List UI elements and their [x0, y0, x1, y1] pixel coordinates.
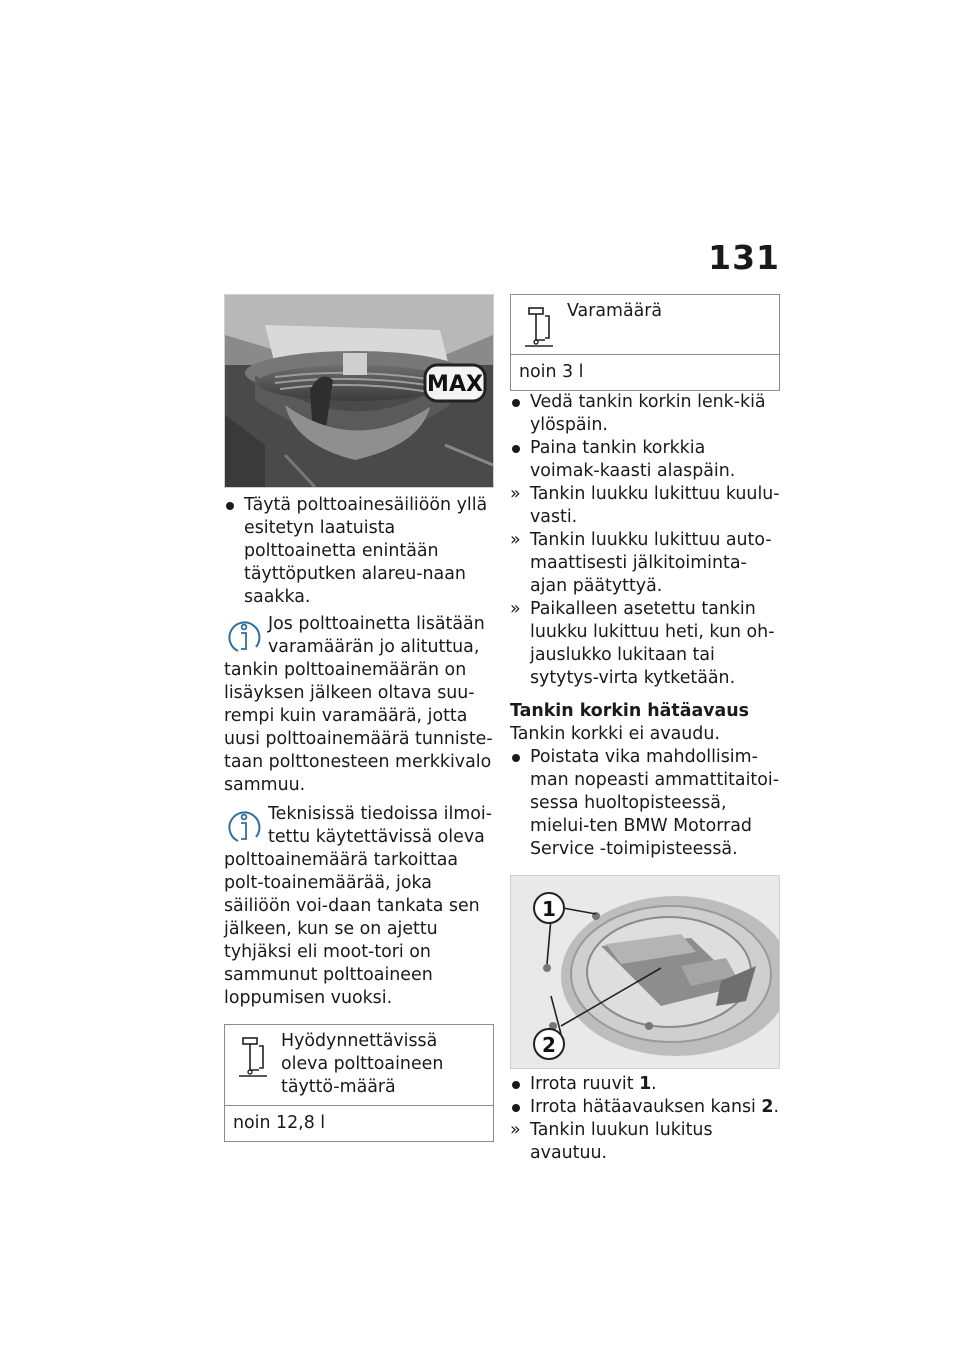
spec-label-row: [511, 295, 779, 355]
bullet-item: [510, 746, 780, 861]
spec-label-row: [225, 1025, 493, 1106]
right-column: [510, 294, 780, 1165]
section-heading: Tankin korkin hätäavaus: [510, 701, 749, 721]
bullet-text: Täytä polttoainesäiliöön yllä esitetyn laatuista polttoainetta enintään täyttöputken alareu-naan saakka.: [244, 495, 488, 607]
spec-table-reserve: [510, 294, 780, 391]
spec-table-capacity: [224, 1024, 494, 1142]
callout-1: 1: [542, 897, 556, 921]
spec-value: noin 12,8 l: [233, 1113, 326, 1133]
bullet-item: Irrota hätäavauksen kansi 2.: [510, 1096, 780, 1119]
bullet-text: Irrota ruuvit: [530, 1074, 634, 1094]
result-item: [510, 1119, 780, 1165]
max-label: MAX: [427, 372, 483, 397]
result-text: Tankin luukku lukittuu kuulu-vasti.: [530, 484, 780, 527]
double-chevron-right-icon: »: [510, 1120, 521, 1140]
spec-label: Varamäärä: [567, 301, 663, 321]
info-icon: [224, 617, 264, 657]
bullet-item: [510, 391, 780, 437]
bullet-item: [510, 437, 780, 483]
spec-value: noin 3 l: [519, 362, 584, 382]
bullet-text: Vedä tankin korkin lenk-kiä ylöspäin.: [530, 392, 766, 435]
fuel-tank-max-illustration: [225, 295, 493, 487]
result-item: [510, 529, 780, 598]
double-chevron-right-icon: »: [510, 484, 521, 504]
bullet-text: Poistata vika mahdollisim-man nopeasti ammattitaitoi-sessa huoltopisteessä, mielui-ten BMW Motorrad Service -toimipisteessä.: [530, 747, 779, 859]
callout-2: 2: [542, 1033, 556, 1057]
fuel-cap-illustration: [511, 876, 779, 1068]
section-intro: Tankin korkki ei avaudu.: [510, 724, 720, 744]
reference-number: 2: [761, 1097, 774, 1117]
result-text: Tankin luukku lukittuu auto-maattisesti jälkitoiminta-ajan päätyttyä.: [530, 530, 772, 596]
left-column: [224, 294, 494, 1142]
spec-label: Hyödynnettävissä oleva polttoaineen täyttö-määrä: [281, 1031, 444, 1097]
note-text: Jos polttoainetta lisätään varamäärän jo alituttua, tankin polttoainemäärän on lisäyksen jälkeen oltava suu-rempi kuin varamäärä, jotta uusi polttoainemäärä tunniste-taan polttonesteen merkkivalo sammuu.: [224, 614, 493, 795]
fuel-pump-icon: [519, 302, 559, 348]
fuel-pump-icon: [233, 1032, 273, 1078]
result-item: [510, 483, 780, 529]
info-icon: [224, 807, 264, 847]
fuel-cap-photo: [510, 875, 780, 1069]
bullet-text: Irrota hätäavauksen kansi: [530, 1097, 756, 1117]
fuel-filler-photo: [224, 294, 494, 488]
bullet-item: Irrota ruuvit 1.: [510, 1073, 780, 1096]
result-text: Paikalleen asetettu tankin luukku lukittuu heti, kun oh-jauslukko lukitaan tai sytytys-virta kytketään.: [530, 599, 775, 688]
info-note: [224, 613, 494, 797]
bullet-item: [224, 494, 494, 609]
info-note: [224, 803, 494, 1010]
page-number: 131: [708, 238, 780, 277]
result-text: Tankin luukun lukitus avautuu.: [530, 1120, 713, 1163]
bullet-text: Paina tankin korkkia voimak-kaasti alaspäin.: [530, 438, 736, 481]
note-text: Teknisissä tiedoissa ilmoi-tettu käytettävissä oleva polttoainemäärä tarkoittaa polt-toainemäärää, joka säiliöön voi-daan tankata sen jälkeen, kun se on ajettu tyhjäksi eli moot-tori on sammunut polttoaineen loppumisen vuoksi.: [224, 804, 493, 1008]
result-item: [510, 598, 780, 690]
double-chevron-right-icon: »: [510, 599, 521, 619]
reference-number: 1: [639, 1074, 652, 1094]
double-chevron-right-icon: »: [510, 530, 521, 550]
